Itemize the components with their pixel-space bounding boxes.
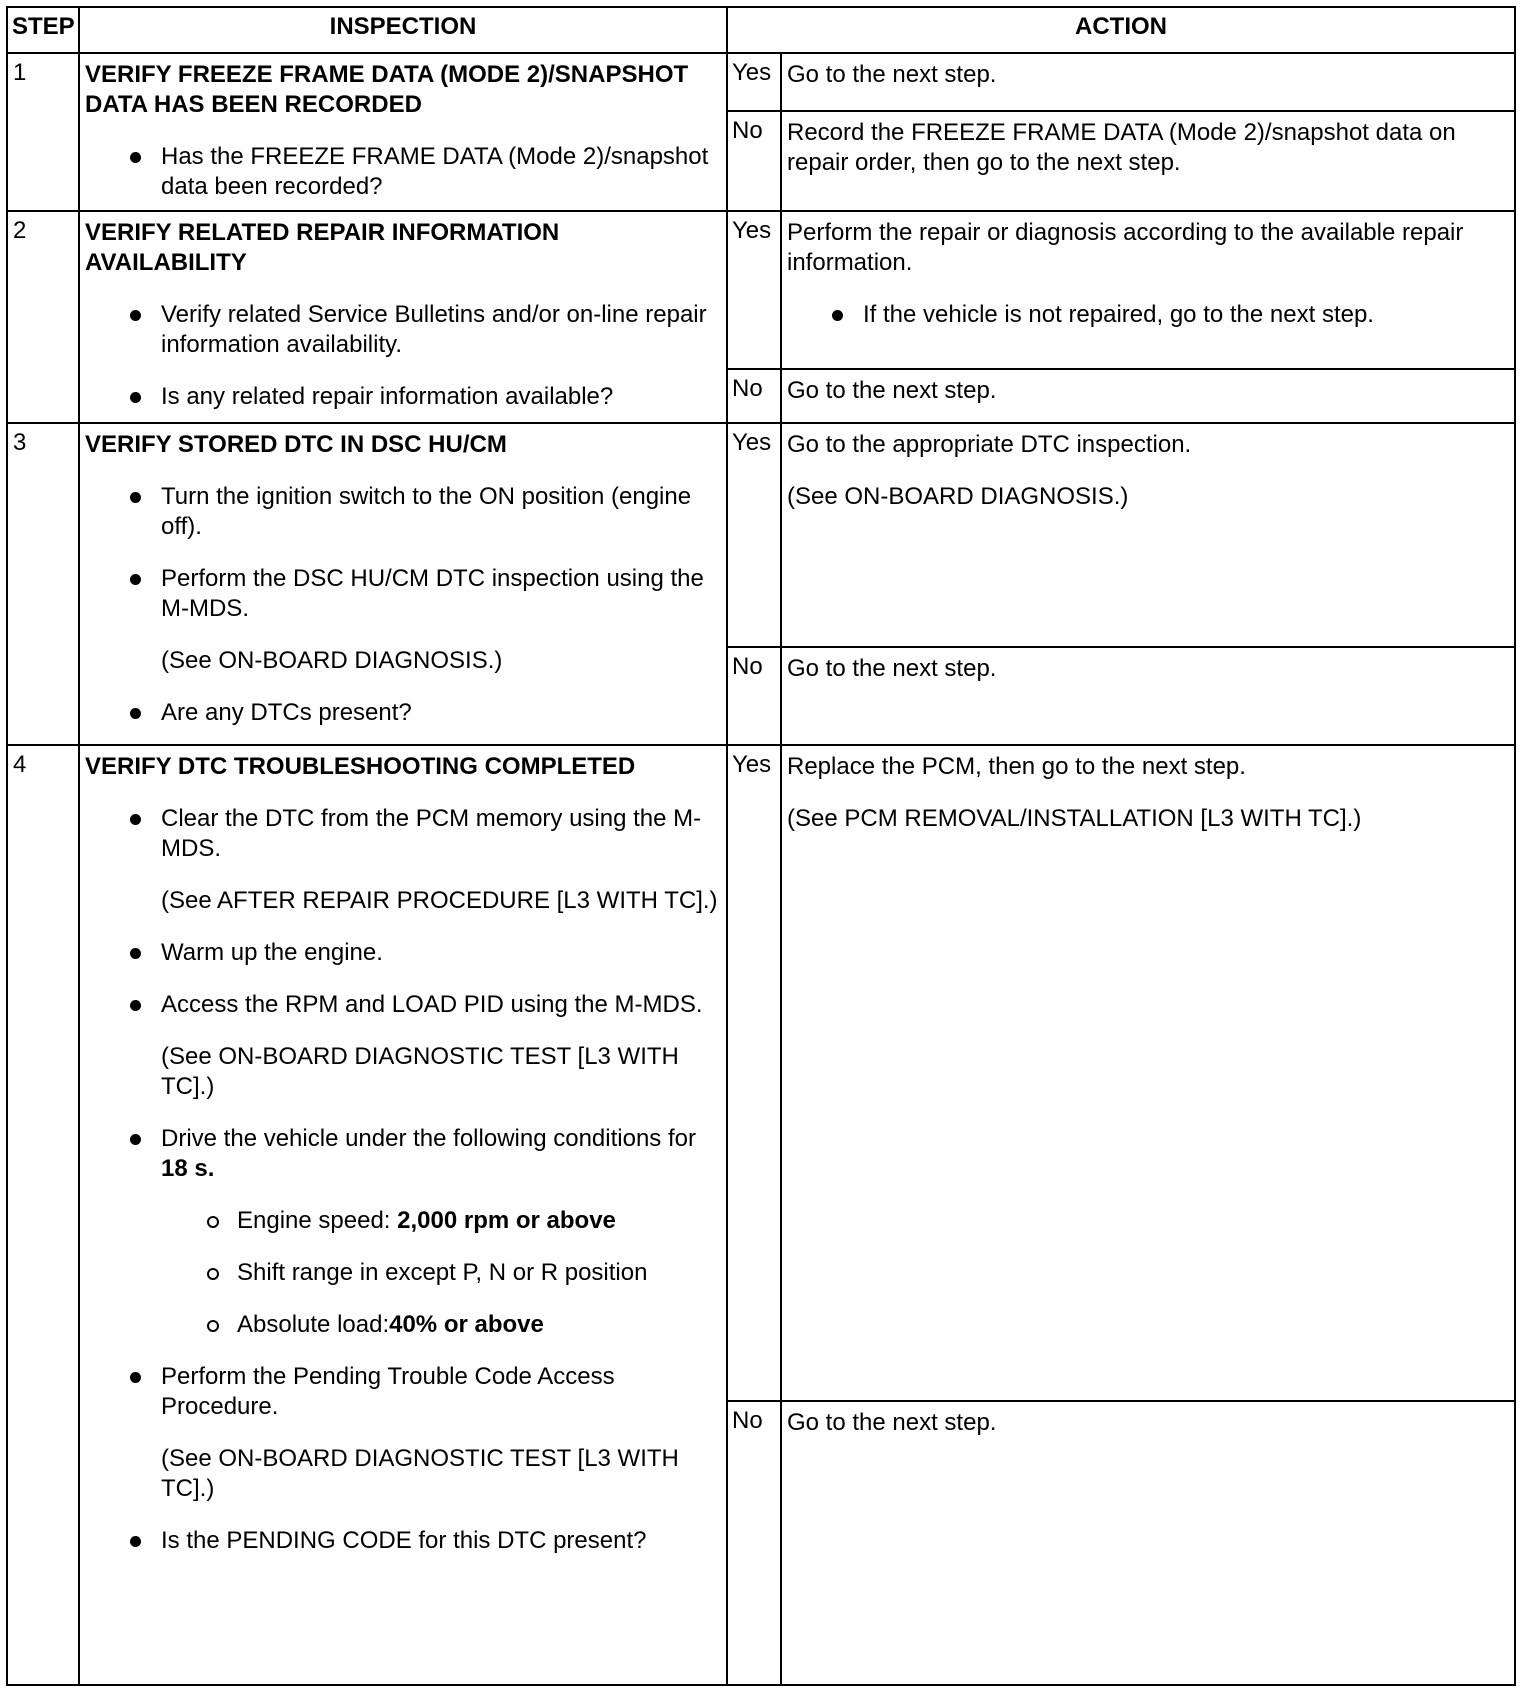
step-3-no-action (781, 647, 1515, 745)
step-1-yes-row (7, 53, 1515, 111)
step-1-number: 1 (7, 53, 79, 211)
step-1-no-action (781, 111, 1515, 211)
step-4-no-action (781, 1401, 1515, 1685)
step-4-bullet-6: Is the PENDING CODE for this DTC present? (85, 1526, 720, 1556)
step-4-inspection (79, 745, 727, 1685)
step-4-bullet-3: Access the RPM and LOAD PID using the M-MDS. (85, 990, 720, 1020)
step-4-bullet-5: Perform the Pending Trouble Code Access Procedure. (85, 1362, 720, 1422)
step-3-no-action-text: Go to the next step. (787, 655, 997, 682)
step-4-title: VERIFY DTC TROUBLESHOOTING COMPLETED (85, 753, 636, 780)
step-3-yes-action (781, 423, 1515, 647)
inspection-column-header: INSPECTION (79, 7, 727, 53)
step-3-bullet-3: Are any DTCs present? (85, 698, 720, 728)
step-2-yes-action-text: Perform the repair or diagnosis according to the available repair information. (787, 219, 1464, 276)
step-2-number: 2 (7, 211, 79, 423)
step-4-drive-duration: 18 s. (161, 1155, 215, 1182)
step-3-yes-label: Yes (727, 423, 781, 647)
step-4-condition-1-value: 2,000 rpm or above (397, 1207, 616, 1234)
diagnostic-procedure-table (6, 6, 1516, 1686)
step-3-inspection (79, 423, 727, 745)
header-row (7, 7, 1515, 53)
step-4-bullet-2: Warm up the engine. (85, 938, 720, 968)
step-2-yes-bullet: If the vehicle is not repaired, go to the next step. (787, 300, 1508, 330)
step-2-no-label: No (727, 369, 781, 423)
step-4-yes-action (781, 745, 1515, 1401)
action-column-header: ACTION (727, 7, 1515, 53)
step-1-no-label: No (727, 111, 781, 211)
step-1-no-action-text: Record the FREEZE FRAME DATA (Mode 2)/snapshot data on repair order, then go to the next step. (787, 119, 1456, 176)
step-4-note-2: (See ON-BOARD DIAGNOSTIC TEST [L3 WITH TC].) (161, 1043, 679, 1100)
step-1-yes-label: Yes (727, 53, 781, 111)
step-4-yes-row (7, 745, 1515, 1401)
step-3-bullet-1: Turn the ignition switch to the ON position (engine off). (85, 482, 720, 542)
step-3-yes-row (7, 423, 1515, 647)
step-4-no-action-text: Go to the next step. (787, 1409, 997, 1436)
step-1-yes-action-text: Go to the next step. (787, 61, 997, 88)
step-4-bullet-1: Clear the DTC from the PCM memory using the M-MDS. (85, 804, 720, 864)
step-4-condition-2-label: Shift range in except P, N or R position (237, 1259, 648, 1286)
step-4-note-3: (See ON-BOARD DIAGNOSTIC TEST [L3 WITH TC].) (161, 1445, 679, 1502)
step-2-title: VERIFY RELATED REPAIR INFORMATION AVAILABILITY (85, 219, 560, 276)
step-4-bullet-4 (85, 1124, 720, 1184)
step-3-yes-note: (See ON-BOARD DIAGNOSIS.) (787, 483, 1129, 510)
step-1-bullet-1: Has the FREEZE FRAME DATA (Mode 2)/snapshot data been recorded? (85, 142, 720, 202)
step-4-condition-1 (85, 1206, 720, 1236)
step-3-bullet-2: Perform the DSC HU/CM DTC inspection using the M-MDS. (85, 564, 720, 624)
step-4-no-label: No (727, 1401, 781, 1685)
step-4-note-1: (See AFTER REPAIR PROCEDURE [L3 WITH TC].) (161, 887, 718, 914)
step-4-condition-1-label: Engine speed: (237, 1207, 398, 1234)
step-4-condition-2 (85, 1258, 720, 1288)
step-2-bullet-1: Verify related Service Bulletins and/or on-line repair information availability. (85, 300, 720, 360)
step-3-yes-action-text: Go to the appropriate DTC inspection. (787, 431, 1192, 458)
step-4-condition-3 (85, 1310, 720, 1340)
step-2-bullet-2: Is any related repair information available? (85, 382, 720, 412)
step-4-yes-action-text: Replace the PCM, then go to the next step. (787, 753, 1246, 780)
step-4-condition-3-value: 40% or above (389, 1311, 544, 1338)
step-4-number: 4 (7, 745, 79, 1685)
step-1-inspection (79, 53, 727, 211)
step-4-bullet-4-text: Drive the vehicle under the following conditions for (161, 1125, 696, 1152)
step-1-title: VERIFY FREEZE FRAME DATA (MODE 2)/SNAPSHOT DATA HAS BEEN RECORDED (85, 61, 689, 118)
step-3-note: (See ON-BOARD DIAGNOSIS.) (161, 647, 503, 674)
step-2-yes-row (7, 211, 1515, 369)
step-column-header: STEP (7, 7, 79, 53)
step-4-yes-note: (See PCM REMOVAL/INSTALLATION [L3 WITH TC].) (787, 805, 1362, 832)
step-4-yes-label: Yes (727, 745, 781, 1401)
step-2-no-action (781, 369, 1515, 423)
step-2-yes-label: Yes (727, 211, 781, 369)
step-2-yes-action (781, 211, 1515, 369)
step-2-inspection (79, 211, 727, 423)
step-2-no-action-text: Go to the next step. (787, 377, 997, 404)
step-1-yes-action (781, 53, 1515, 111)
step-4-condition-3-label: Absolute load: (237, 1311, 390, 1338)
step-3-no-label: No (727, 647, 781, 745)
step-3-number: 3 (7, 423, 79, 745)
step-3-title: VERIFY STORED DTC IN DSC HU/CM (85, 431, 507, 458)
